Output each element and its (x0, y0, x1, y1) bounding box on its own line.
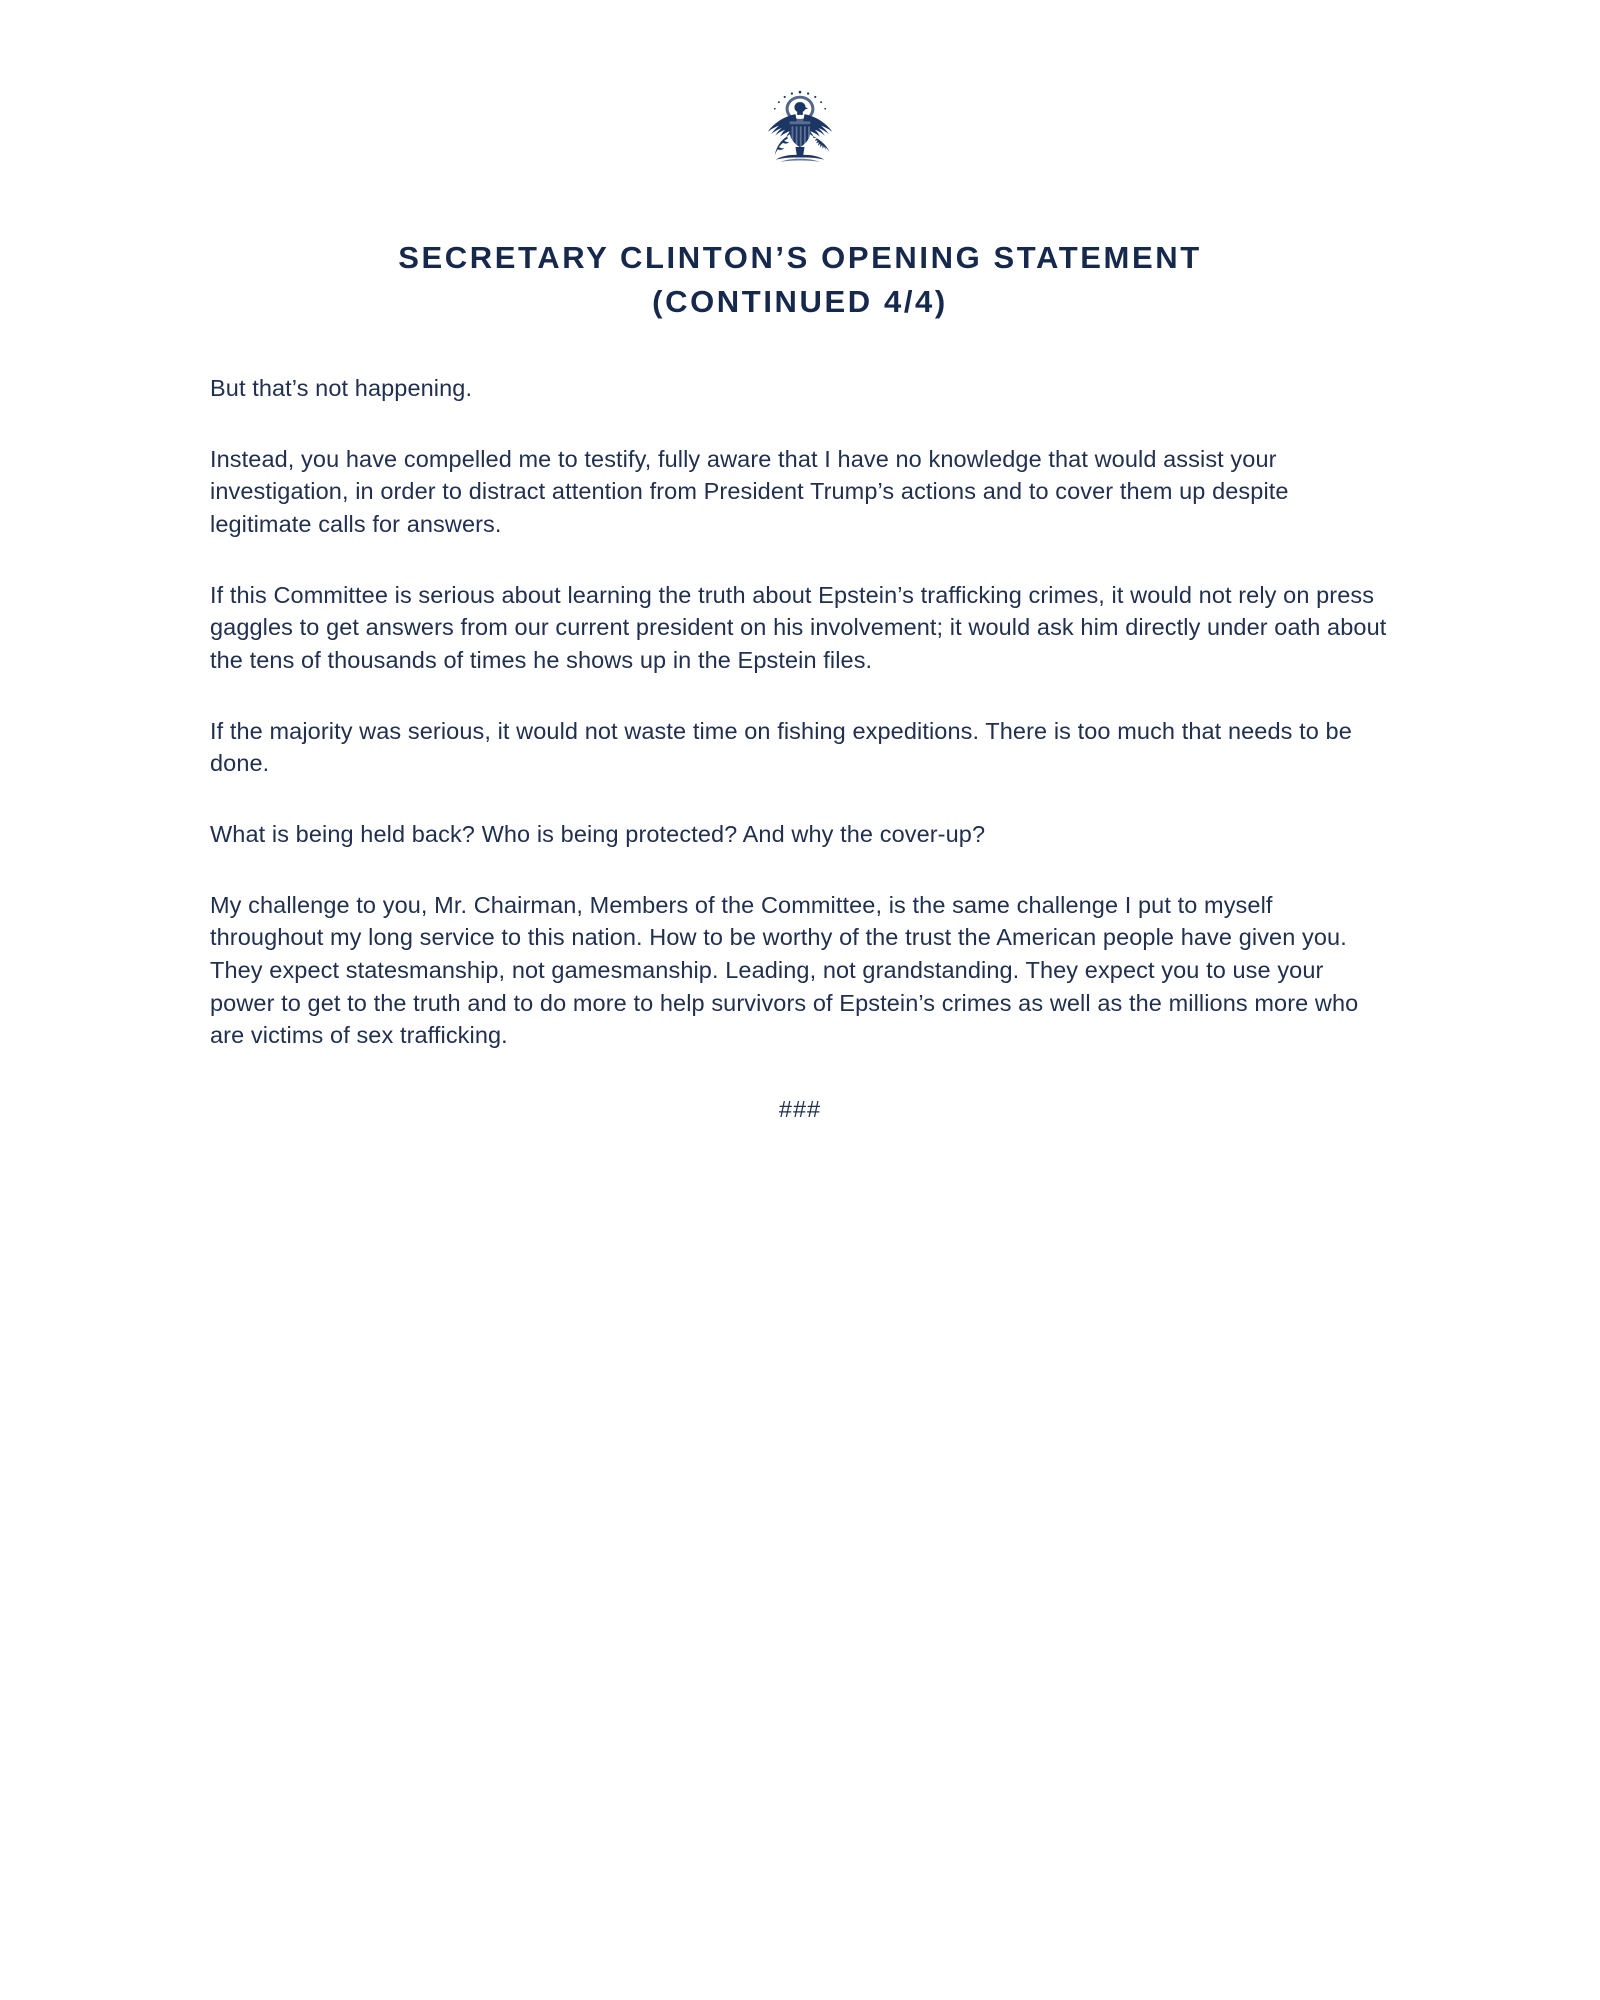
page-title (210, 236, 1390, 324)
statement-body (200, 372, 1400, 1123)
us-great-seal-eagle-icon (746, 84, 854, 192)
seal-container (0, 0, 1600, 192)
title-line-2: (CONTINUED 4/4) (652, 284, 948, 320)
title-line-1: SECRETARY CLINTON’S OPENING STATEMENT (398, 240, 1202, 275)
paragraph: What is being held back? Who is being protected? And why the cover-up? (210, 820, 986, 847)
paragraph: My challenge to you, Mr. Chairman, Members of the Committee, is the same challenge I put to myself throughout my long service to this nation. How to be worthy of the trust the American people have given you. They expect statesmanship, not gamesmanship. Leading, not grandstanding. They expect you to use your power to get to the truth and to do more to help survivors of Epstein’s crimes as well as the millions more who are victims of sex trafficking. (210, 891, 1359, 1049)
paragraph: If this Committee is serious about learning the truth about Epstein’s trafficking crimes, it would not rely on press gaggles to get answers from our current president on his involvement; it would ask him directly under oath about the tens of thousands of times he shows up in the Epstein files. (210, 581, 1387, 673)
paragraph: Instead, you have compelled me to testify, fully aware that I have no knowledge that would assist your investigation, in order to distract attention from President Trump’s actions and to cover them up despite legitimate calls for answers. (210, 445, 1289, 537)
end-mark: ### (778, 1095, 822, 1122)
paragraph: If the majority was serious, it would not waste time on fishing expeditions. There is too much that needs to be done. (210, 717, 1352, 777)
paragraph: But that’s not happening. (210, 375, 473, 402)
